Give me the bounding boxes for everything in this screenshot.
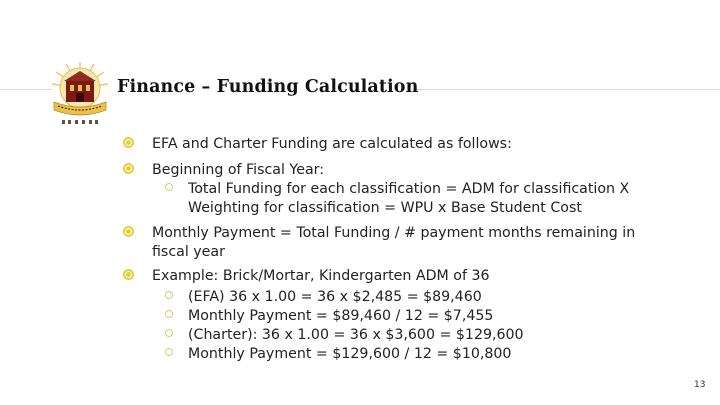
- bullet-icon: [123, 269, 134, 280]
- sub-bullet-text: (Charter): 36 x 1.00 = 36 x $3,600 = $129,600: [188, 327, 524, 343]
- sub-bullet-icon: [165, 183, 173, 191]
- bullet-text: Example: Brick/Mortar, Kindergarten ADM of 36: [152, 268, 490, 284]
- sub-bullet-text-cont: Weighting for classification = WPU x Base Student Cost: [188, 200, 582, 216]
- sub-bullet-text: Monthly Payment = $89,460 / 12 = $7,455: [188, 308, 494, 324]
- sub-bullet-text: (EFA) 36 x 1.00 = 36 x $2,485 = $89,460: [188, 289, 482, 305]
- sub-bullet-icon: [165, 329, 173, 337]
- sub-bullet-text: Monthly Payment = $129,600 / 12 = $10,800: [188, 346, 512, 362]
- page-number: 13: [694, 380, 706, 390]
- bullet-icon: [123, 163, 134, 174]
- bullet-text-cont: fiscal year: [152, 244, 225, 260]
- sub-bullet-icon: [165, 310, 173, 318]
- bullet-icon: [123, 137, 134, 148]
- bullet-text: Monthly Payment = Total Funding / # payment months remaining in: [152, 225, 636, 241]
- slide-title: Finance – Funding Calculation: [117, 77, 419, 97]
- sub-bullet-text: Total Funding for each classification = ADM for classification X: [188, 181, 630, 197]
- bullet-text: EFA and Charter Funding are calculated as follows:: [152, 136, 512, 152]
- sub-bullet-icon: [165, 291, 173, 299]
- bullet-text: Beginning of Fiscal Year:: [152, 162, 324, 178]
- sub-bullet-icon: [165, 348, 173, 356]
- bullet-icon: [123, 226, 134, 237]
